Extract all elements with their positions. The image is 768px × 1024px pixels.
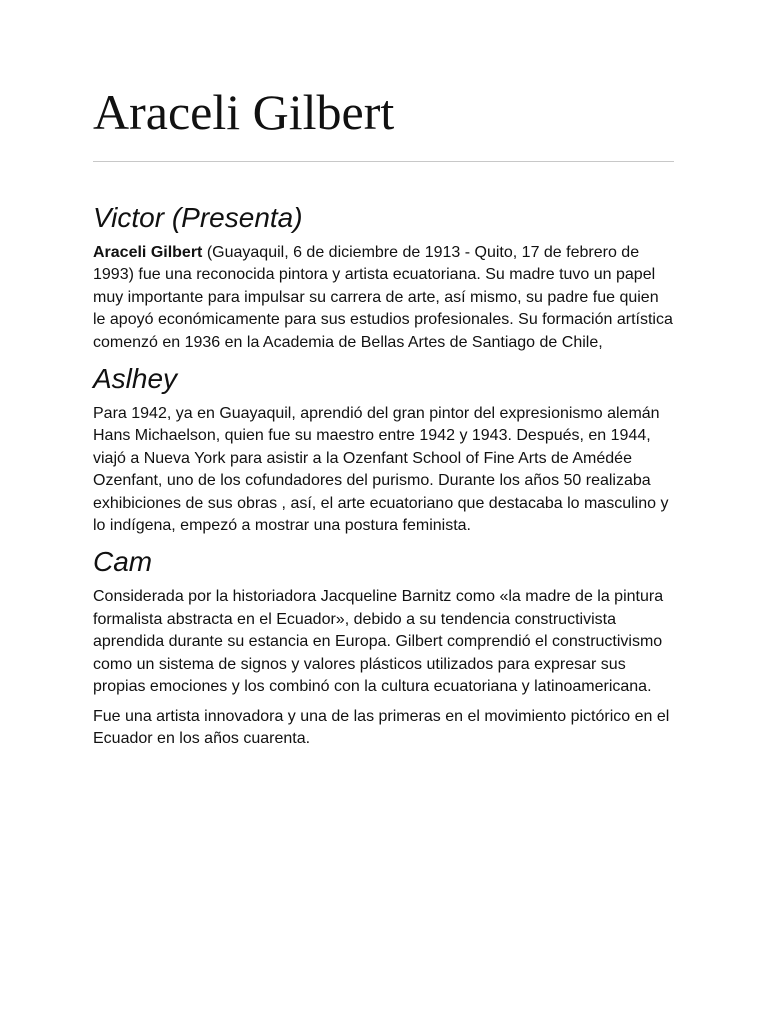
paragraph: Fue una artista innovadora y una de las primeras en el movimiento pictórico en el Ecuador en los años cuarenta. xyxy=(93,707,670,747)
section-heading: Cam xyxy=(93,546,153,578)
bold-lead-text: Araceli Gilbert xyxy=(93,244,203,261)
title-divider xyxy=(93,161,674,162)
document-body xyxy=(93,200,675,757)
paragraph: Para 1942, ya en Guayaquil, aprendió del gran pintor del expresionismo alemán Hans Michaelson, quien fue su maestro entre 1942 y 1943. Después, en 1944, viajó a Nueva York para asistir a la Ozenfant School of Fine Arts de Amédée Ozenfant, uno de los cofundadores del purismo. Durante los años 50 realizaba exhibiciones de sus obras , así, el arte ecuatoriano que destacaba lo masculino y lo indígena, empezó a mostrar una postura feminista. xyxy=(93,405,669,535)
section-heading: Victor (Presenta) xyxy=(93,202,303,233)
section-aslhey xyxy=(93,361,675,537)
document-title: Araceli Gilbert xyxy=(93,84,395,140)
paragraph: Considerada por la historiadora Jacqueline Barnitz como «la madre de la pintura formalista abstracta en el Ecuador», debido a su tendencia constructivista aprendida durante su estancia en Europa. Gilbert comprendió el constructivismo como un sistema de signos y valores plásticos utilizados para expresar sus propias emociones y los combinó con la cultura ecuatoriana y latinoamericana. xyxy=(93,588,664,696)
paragraph xyxy=(93,242,675,354)
section-heading: Aslhey xyxy=(93,363,178,395)
paragraph-text: (Guayaquil, 6 de diciembre de 1913 - Quito, 17 de febrero de 1993) fue una reconocida pintora y artista ecuatoriana. Su madre tuvo un papel muy importante para impulsar su carrera de arte, así mismo, su padre fue quien le apoyó económicamente para sus estudios profesionales. Su formación artística comenzó en 1936 en la Academia de Bellas Artes de Santiago de Chile, xyxy=(93,244,673,351)
section-cam xyxy=(93,544,675,750)
section-victor xyxy=(93,200,675,354)
